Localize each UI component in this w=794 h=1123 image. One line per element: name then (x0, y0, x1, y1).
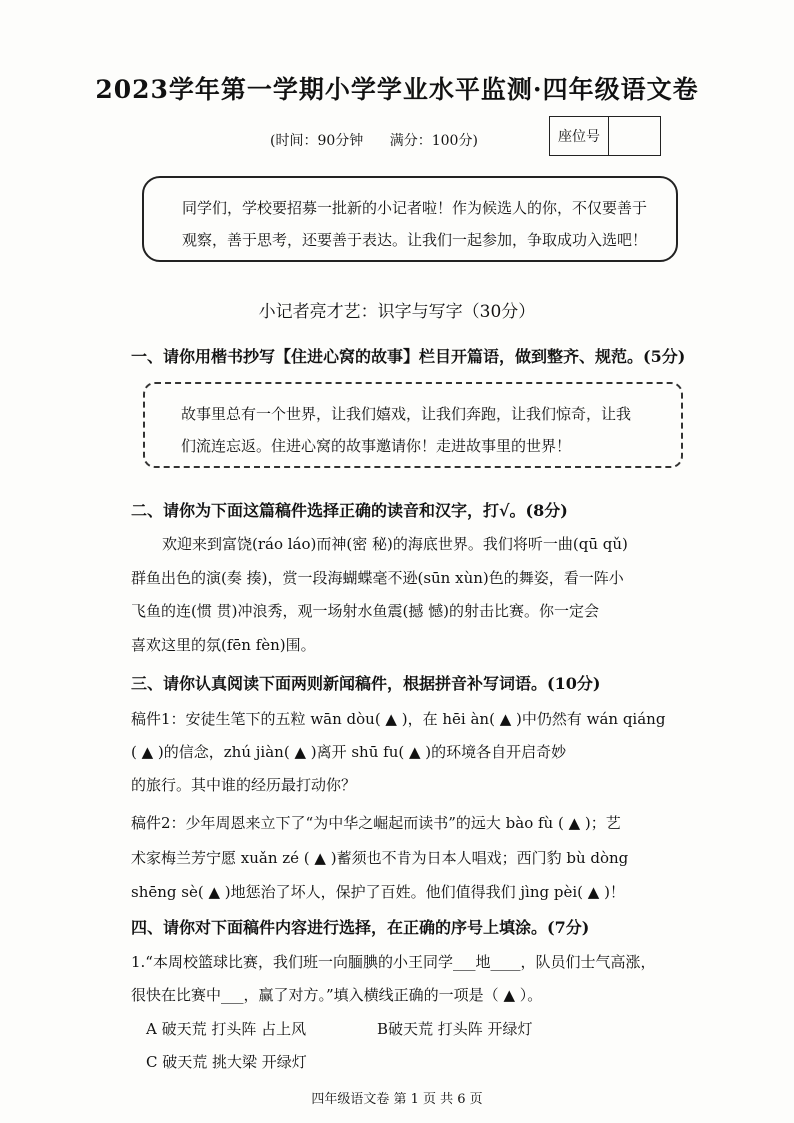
exam-score: 满分：100分) (389, 133, 478, 149)
q2-line: 喜欢这里的氛(fēn fèn)围。 (131, 636, 316, 654)
q3-line: 的旅行。其中谁的经历最打动你？ (131, 776, 357, 794)
q1-title: 一、请你用楷书抄写【住进心窝的故事】栏目开篇语，做到整齐、规范。(5分) (131, 347, 686, 366)
q2-title: 二、请你为下面这篇稿件选择正确的读音和汉字，打√。(8分) (131, 501, 568, 520)
q3-line: 稿件1：安徒生笔下的五粒 wān dòu( ▲ )，在 hēi àn( ▲ )中仍然有 wán qiáng (131, 710, 666, 728)
q3-title: 三、请你认真阅读下面两则新闻稿件，根据拼音补写词语。(10分) (131, 674, 601, 693)
q1-line-2: 们流连忘返。住进心窝的故事邀请你！走进故事里的世界！ (181, 437, 572, 455)
exam-meta (270, 130, 500, 150)
seat-label: 座位号 (550, 117, 609, 155)
section-title: 小记者亮才艺：识字与写字（30分） (258, 302, 536, 322)
q4-option-c[interactable]: C 破天荒 挑大梁 开绿灯 (146, 1053, 307, 1071)
q4-line: 1.“本周校篮球比赛，我们班一向腼腆的小王同学___地____，队员们士气高涨， (131, 953, 656, 971)
q4-title: 四、请你对下面稿件内容进行选择，在正确的序号上填涂。(7分) (131, 918, 590, 937)
q4-option-a[interactable]: A 破天荒 打头阵 占上风 (146, 1020, 307, 1038)
q1-line-1: 故事里总有一个世界，让我们嬉戏，让我们奔跑，让我们惊奇，让我 (181, 405, 632, 423)
q4-option-b[interactable]: B破天荒 打头阵 开绿灯 (377, 1020, 533, 1038)
q1-copy-box (143, 382, 683, 468)
q3-line: ( ▲ )的信念，zhú jiàn( ▲ )离开 shū fu( ▲ )的环境各自开启奇妙 (131, 743, 567, 761)
q2-line: 飞鱼的连(惯 贯)冲浪秀，观一场射水鱼震(撼 憾)的射击比赛。你一定会 (131, 602, 599, 620)
q3-line: 术家梅兰芳宁愿 xuǎn zé ( ▲ )蓄须也不肯为日本人唱戏；西门豹 bù dòng (131, 849, 629, 867)
intro-line-1: 同学们，学校要招募一批新的小记者啦！作为候选人的你，不仅要善于 (182, 199, 648, 217)
page-title: 2023学年第一学期小学学业水平监测·四年级语文卷 (95, 75, 699, 104)
q2-line: 欢迎来到富饶(ráo láo)而神(密 秘)的海底世界。我们将听一曲(qū qǔ) (162, 535, 628, 553)
intro-box (142, 176, 678, 262)
seat-number-box (549, 116, 661, 156)
q4-line: 很快在比赛中___，赢了对方。”填入横线正确的一项是（ ▲ ）。 (131, 986, 543, 1004)
q3-line: 稿件2：少年周恩来立下了“为中华之崛起而读书”的远大 bào fù ( ▲ )；艺 (131, 814, 621, 832)
intro-line-2: 观察，善于思考，还要善于表达。让我们一起参加，争取成功入选吧！ (182, 231, 648, 249)
page-footer: 四年级语文卷 第 1 页 共 6 页 (311, 1092, 483, 1107)
exam-time: (时间：90分钟 (270, 133, 364, 149)
seat-input-cell[interactable] (609, 117, 660, 155)
q3-line: shēng sè( ▲ )地惩治了坏人，保护了百姓。他们值得我们 jìng pèi( ▲ )！ (131, 883, 625, 901)
q2-line: 群鱼出色的演(奏 揍)，赏一段海蝴蝶毫不逊(sūn xùn)色的舞姿，看一阵小 (131, 569, 624, 587)
